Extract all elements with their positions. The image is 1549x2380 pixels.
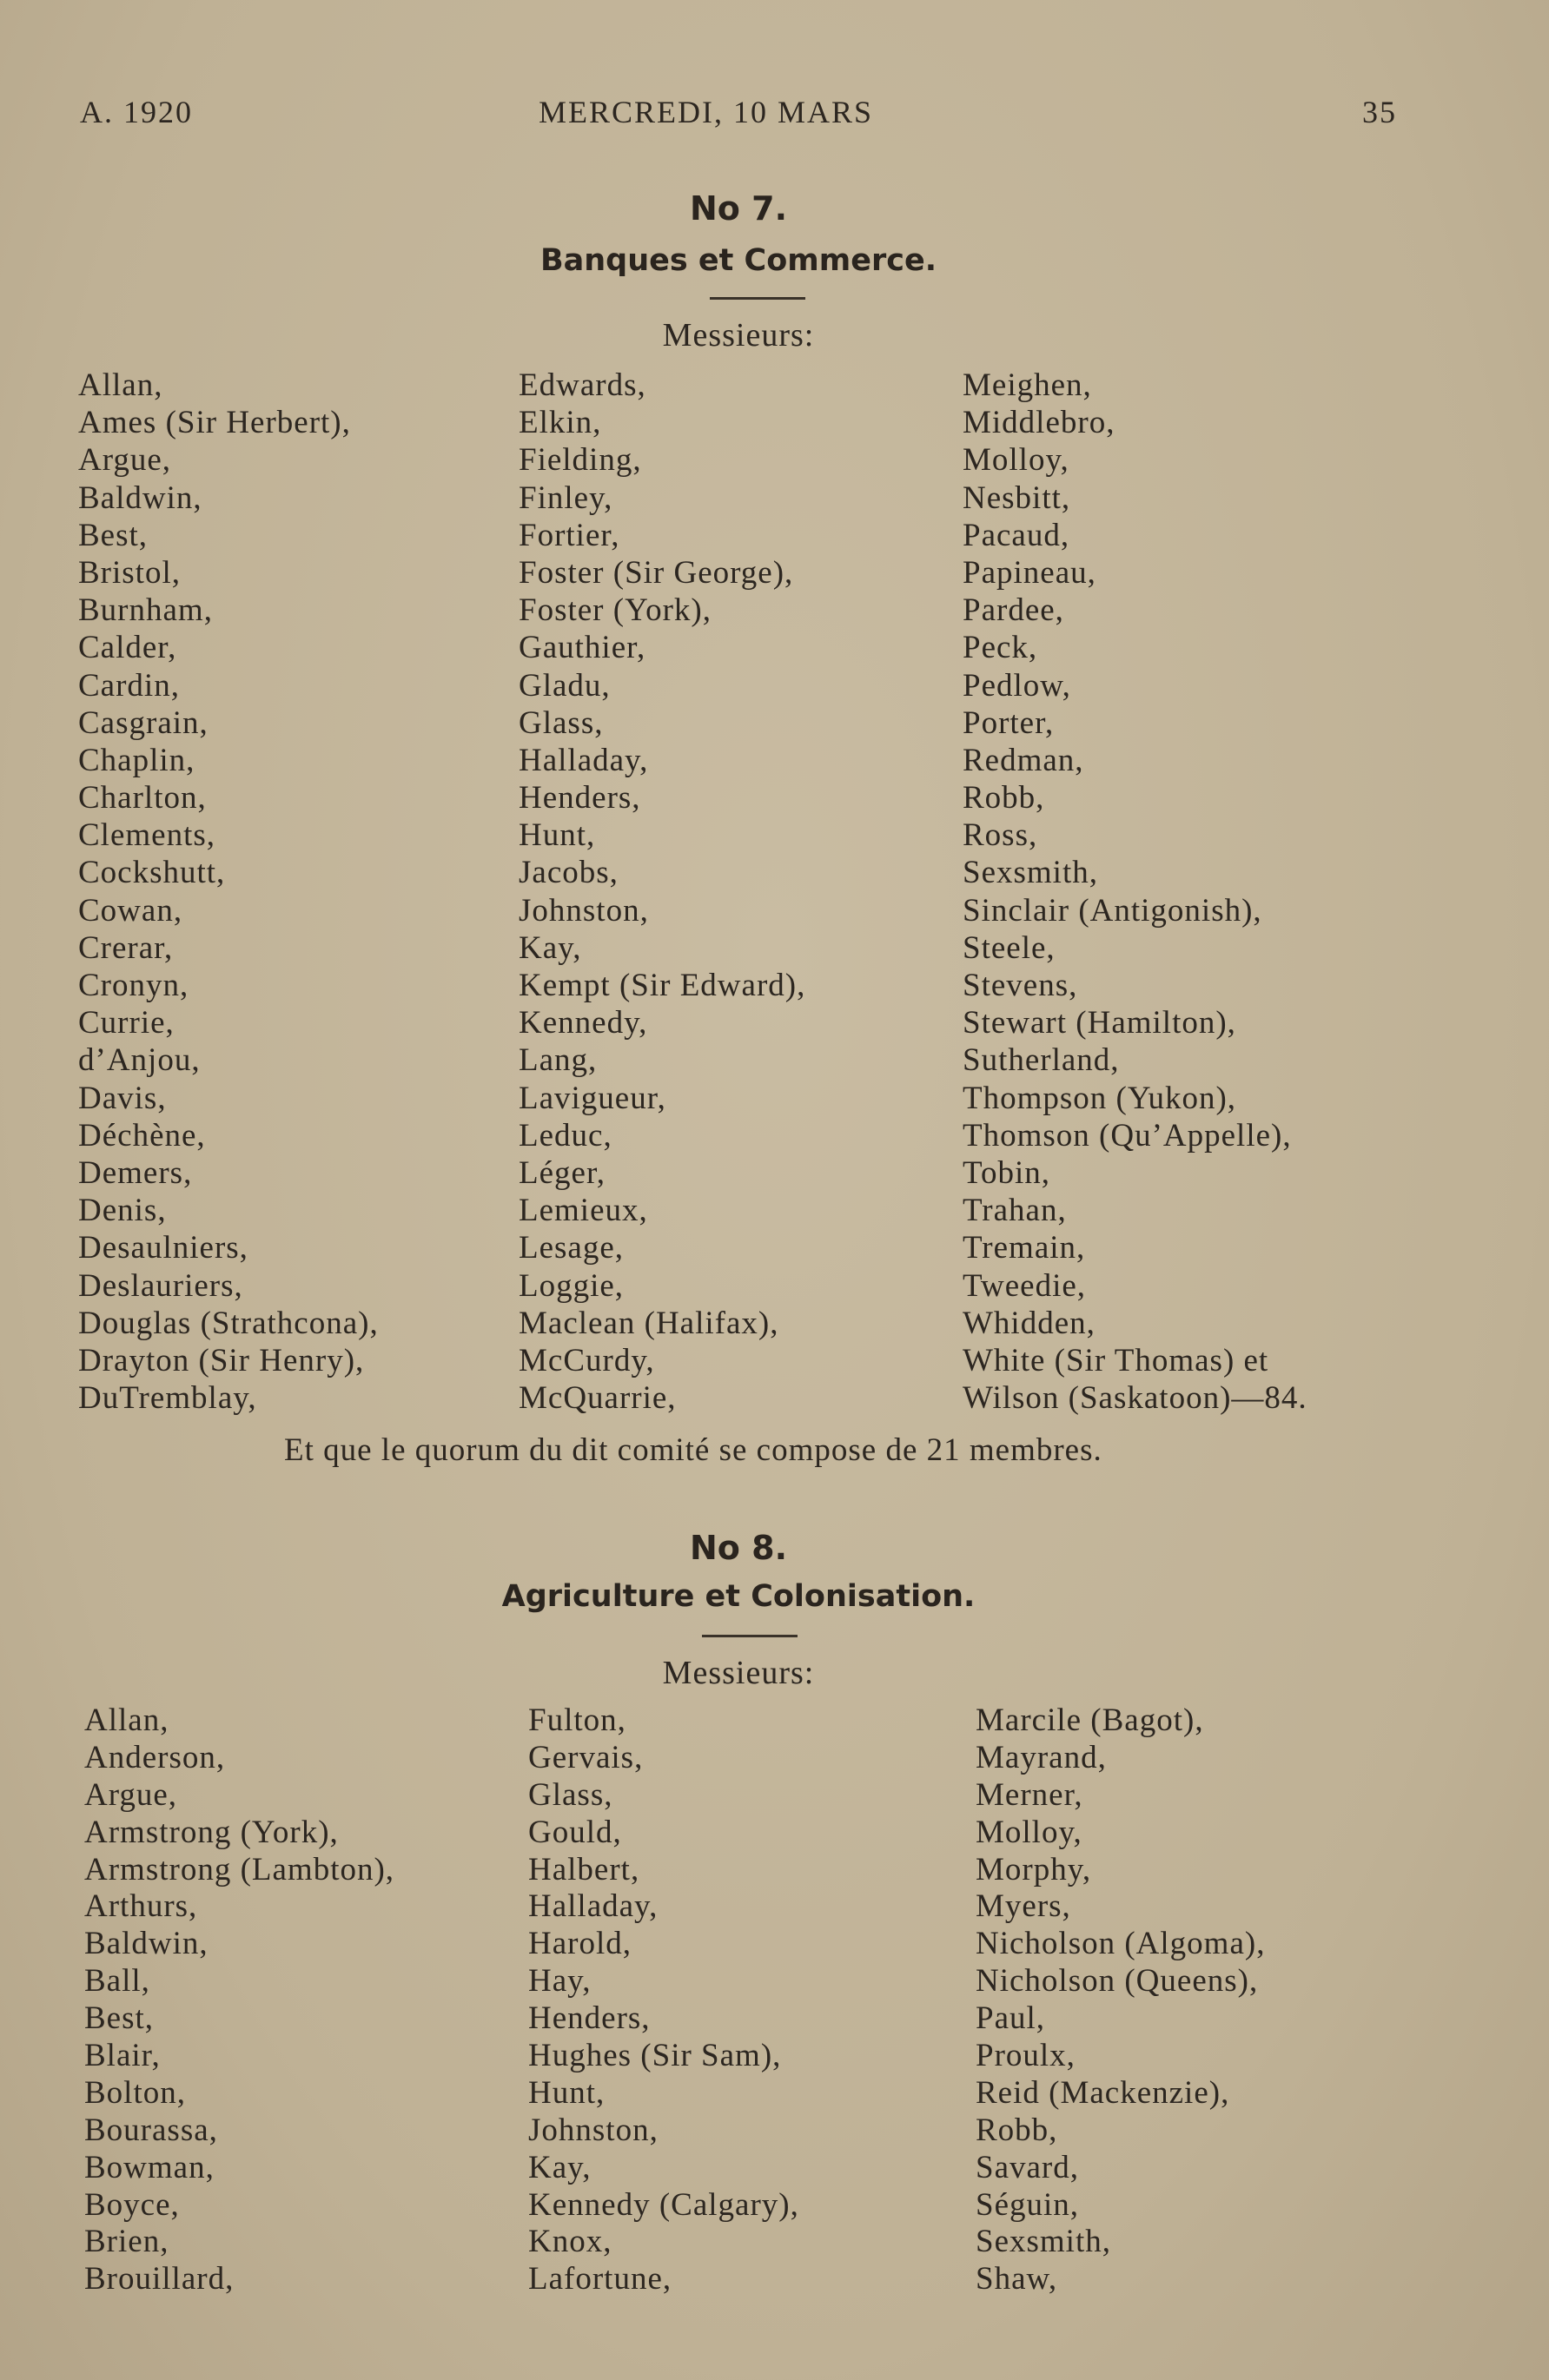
section8-column-3 [976,1702,1265,2298]
member-name: Johnston, [528,2112,659,2148]
header-date: MERCREDI, 10 MARS [539,95,874,129]
member-name: Léger, [519,1154,606,1191]
member-name: Reid (Mackenzie), [976,2074,1230,2111]
member-name: Gladu, [519,667,611,704]
member-name: Drayton (Sir Henry), [78,1342,365,1378]
member-name: Clements, [78,817,216,854]
running-head [80,94,1397,137]
member-name: Porter, [963,704,1055,741]
member-name: Deslauriers, [78,1267,243,1304]
member-name: Fielding, [519,442,642,479]
header-year: A. 1920 [80,95,193,129]
member-name: Papineau, [963,554,1096,591]
section7-title: Banques et Commerce. [540,243,937,278]
member-name: Allan, [84,1702,169,1738]
member-name: Sexsmith, [976,2224,1111,2260]
member-name: Paul, [976,2000,1046,2037]
section7-column-2 [519,367,805,1417]
member-name: Halladay, [528,1888,659,1925]
member-name: Bourassa, [84,2112,218,2148]
member-name: Pedlow, [963,667,1071,704]
member-name: Ross, [963,817,1038,854]
section8-salutation: Messieurs: [662,1655,815,1691]
member-name: Davis, [78,1080,167,1116]
section7-number: No 7. [689,189,787,228]
section7-rule [710,297,805,300]
section7-quorum-note: Et que le quorum du dit comité se compose de 21 membres. [284,1432,1102,1468]
member-name: Best, [78,517,149,553]
member-name: Sinclair (Antigonish), [963,892,1262,929]
member-name: Glass, [519,704,604,741]
member-name: Tremain, [963,1230,1086,1266]
member-name: Hunt, [528,2074,606,2111]
member-name: Burnham, [78,592,213,629]
member-name: Marcile (Bagot), [976,1702,1204,1738]
member-name: Kay, [528,2149,592,2185]
member-name: Hunt, [519,817,596,854]
member-name: Chaplin, [78,742,195,778]
member-name: Hughes (Sir Sam), [528,2038,782,2074]
member-name: Pardee, [963,592,1064,629]
member-name: Myers, [976,1888,1071,1925]
member-name: Middlebro, [963,405,1115,441]
member-name: Déchène, [78,1117,206,1154]
member-name: Tweedie, [963,1267,1087,1304]
member-name: Robb, [976,2112,1058,2148]
member-name: Demers, [78,1154,193,1191]
member-name: Glass, [528,1776,613,1813]
member-name: Argue, [78,442,172,479]
member-name: Knox, [528,2224,612,2260]
member-name: Cowan, [78,892,183,929]
member-name: White (Sir Thomas) et [963,1342,1269,1378]
member-name: Cronyn, [78,968,189,1003]
member-name: Thompson (Yukon), [963,1080,1237,1116]
member-name: Bolton, [84,2074,186,2111]
member-name: Foster (York), [519,592,712,629]
member-name: Tobin, [963,1154,1051,1191]
member-name: Gervais, [528,1739,644,1775]
member-name: DuTremblay, [78,1380,257,1417]
member-name: Currie, [78,1005,175,1041]
member-name: Nicholson (Queens), [976,1963,1259,2000]
page-number: 35 [1362,95,1397,129]
member-name: Arthurs, [84,1888,198,1925]
member-name: Loggie, [519,1267,625,1304]
member-name: Anderson, [84,1739,226,1775]
member-name: Nesbitt, [963,479,1071,516]
member-name: Séguin, [976,2186,1080,2223]
member-name: Baldwin, [78,479,202,516]
member-name: Lafortune, [528,2261,672,2297]
section7-column-3 [963,367,1307,1417]
member-name: Cardin, [78,667,180,704]
member-name: Charlton, [78,780,207,816]
member-name: Henders, [528,2000,651,2037]
member-name: Blair, [84,2038,161,2074]
member-name: Gauthier, [519,630,646,666]
member-name: Kempt (Sir Edward), [519,968,806,1003]
member-name: Maclean (Halifax), [519,1305,779,1341]
member-name: Armstrong (Lambton), [84,1851,395,1887]
section7-salutation: Messieurs: [662,317,815,354]
member-name: Halbert, [528,1851,640,1887]
member-name: Lesage, [519,1230,625,1266]
member-name: Halladay, [519,742,649,778]
section8-title: Agriculture et Colonisation. [501,1579,976,1614]
member-name: Meighen, [963,367,1092,403]
member-name: Ames (Sir Herbert), [78,405,351,441]
member-name: Douglas (Strathcona), [78,1305,379,1341]
member-name: Kennedy (Calgary), [528,2186,799,2223]
member-name: McQuarrie, [519,1380,677,1417]
member-name: Edwards, [519,367,646,403]
member-name: Redman, [963,742,1084,778]
member-name: Peck, [963,630,1038,666]
member-name: Cockshutt, [78,855,226,891]
section8-column-2 [528,1702,799,2298]
member-name: Crerar, [78,929,174,966]
member-name: Johnston, [519,892,649,929]
member-name: Merner, [976,1776,1083,1813]
member-name: Fortier, [519,517,620,553]
member-name: Molloy, [976,1814,1082,1850]
member-name: Lemieux, [519,1193,648,1229]
member-name: Hay, [528,1963,592,2000]
member-name: Bowman, [84,2149,215,2185]
member-name: Allan, [78,367,163,403]
member-name: Thomson (Qu’Appelle), [963,1117,1292,1154]
member-name: Wilson (Saskatoon)—84. [963,1380,1307,1417]
member-name: Brouillard, [84,2261,235,2297]
member-name: Fulton, [528,1702,626,1738]
member-name: Steele, [963,929,1056,966]
member-name: Mayrand, [976,1739,1107,1775]
member-name: d’Anjou, [78,1042,201,1079]
member-name: Leduc, [519,1117,612,1154]
section8-number: No 8. [689,1529,787,1567]
section8-column-1 [84,1702,394,2298]
member-name: Stevens, [963,968,1078,1003]
member-name: Sutherland, [963,1042,1120,1079]
member-name: McCurdy, [519,1342,655,1378]
member-name: Shaw, [976,2261,1058,2297]
member-name: Argue, [84,1776,178,1813]
member-name: Denis, [78,1193,167,1229]
member-name: Sexsmith, [963,855,1098,891]
member-name: Robb, [963,780,1045,816]
member-name: Kay, [519,929,582,966]
member-name: Elkin, [519,405,602,441]
member-name: Nicholson (Algoma), [976,1926,1266,1962]
member-name: Whidden, [963,1305,1096,1341]
member-name: Boyce, [84,2186,180,2223]
member-name: Brien, [84,2224,169,2260]
member-name: Harold, [528,1926,632,1962]
member-name: Foster (Sir George), [519,554,794,591]
member-name: Lavigueur, [519,1080,666,1116]
member-name: Morphy, [976,1851,1092,1887]
member-name: Savard, [976,2149,1079,2185]
member-name: Henders, [519,780,641,816]
member-name: Finley, [519,479,613,516]
member-name: Stewart (Hamilton), [963,1005,1236,1041]
member-name: Molloy, [963,442,1069,479]
member-name: Calder, [78,630,177,666]
member-name: Trahan, [963,1193,1067,1229]
member-name: Casgrain, [78,704,209,741]
member-name: Pacaud, [963,517,1070,553]
member-name: Baldwin, [84,1926,209,1962]
member-name: Best, [84,2000,155,2037]
section7-column-1 [78,367,379,1417]
member-name: Gould, [528,1814,622,1850]
member-name: Proulx, [976,2038,1076,2074]
section8-rule [702,1635,798,1637]
member-name: Lang, [519,1042,598,1079]
member-name: Armstrong (York), [84,1814,339,1850]
member-name: Jacobs, [519,855,619,891]
member-name: Kennedy, [519,1005,648,1041]
member-name: Ball, [84,1963,150,2000]
member-name: Desaulniers, [78,1230,248,1266]
member-name: Bristol, [78,554,181,591]
